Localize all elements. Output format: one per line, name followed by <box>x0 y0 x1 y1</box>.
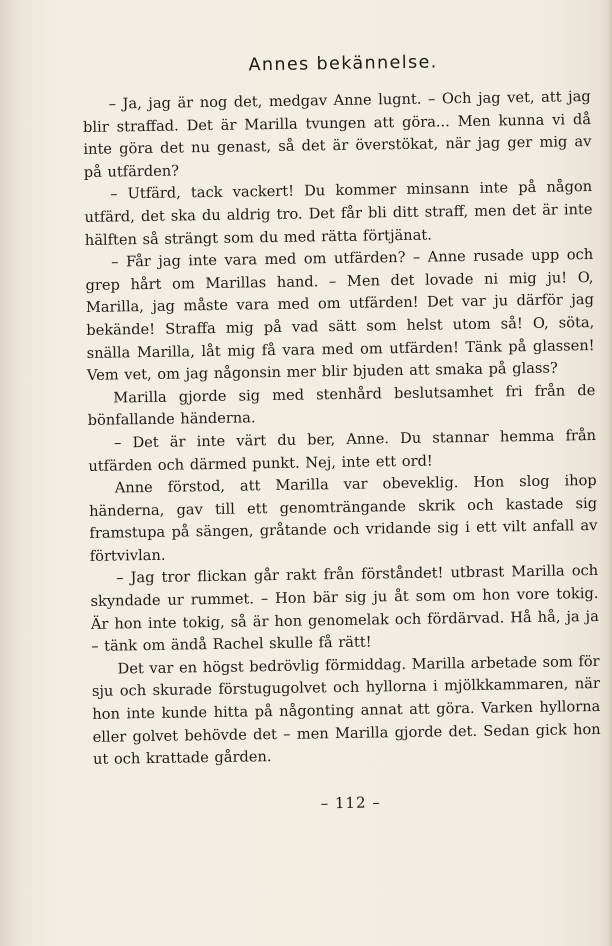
paragraph: – Utfärd, tack vackert! Du kommer minsann inte på någon utfärd, det ska du aldrig tro. Det får bli ditt straff, men det är inte hälften så strängt som du med rätta förtjänat. <box>84 178 593 249</box>
paragraph: – Får jag inte vara med om utfärden? – Anne rusade upp och grep hårt om Marillas hand. – Men det lovade ni mig ju! O, Marilla, jag måste vara med om utfärden! Det var ju därför jag bekände! Straffa mig på vad sätt som helst utom så! O, söta, snälla Marilla, låt mig få vara med om utfärden! Tänk på glassen! Vem vet, om jag någonsin mer blir bjuden att smaka på glass? <box>85 246 595 385</box>
page-edge <box>606 0 612 946</box>
running-head: Annes bekännelse. <box>248 52 438 76</box>
text-block <box>82 50 602 816</box>
paragraph: Marilla gjorde sig med stenhård beslutsamhet fri från de bönfallande händerna. <box>87 381 596 430</box>
paragraph: – Jag tror flickan går rakt från förståndet! utbrast Marilla och skyndade ur rummet. – Hon bär sig ju åt som om hon vore tokig. Är hon inte tokig, så är hon genomelak och fördärvad. Hå hå, ja ja – tänk om ändå Rachel skulle få rätt! <box>90 562 599 656</box>
paragraph: Det var en högst bedrövlig förmiddag. Marilla arbetade som för sju och skurade förstugugolvet och hyllorna i mjölkkammaren, när hon inte kunde hitta på någonting annat att göra. Varken hyllorna eller golvet behövde det – men Marilla gjorde det. Sedan gick hon ut och krattade gården. <box>91 652 601 769</box>
paragraph: Anne förstod, att Marilla var obeveklig. Hon slog ihop händerna, gav till ett genomträngande skrik och kastade sig framstupa på sängen, gråtande och vridande sig i ett vilt anfall av förtvivlan. <box>88 472 598 565</box>
page-number: – 112 – <box>320 793 381 813</box>
paragraph: – Ja, jag är nog det, medgav Anne lugnt. – Och jag vet, att jag blir straffad. Det är Marilla tvungen att göra... Men kunna vi då inte göra det nu genast, så det är överstökat, när jag ger mig av på utfärden? <box>82 88 592 181</box>
paragraph: – Det är inte värt du ber, Anne. Du stannar hemma från utfärden och därmed punkt. Nej, inte ett ord! <box>88 426 597 475</box>
